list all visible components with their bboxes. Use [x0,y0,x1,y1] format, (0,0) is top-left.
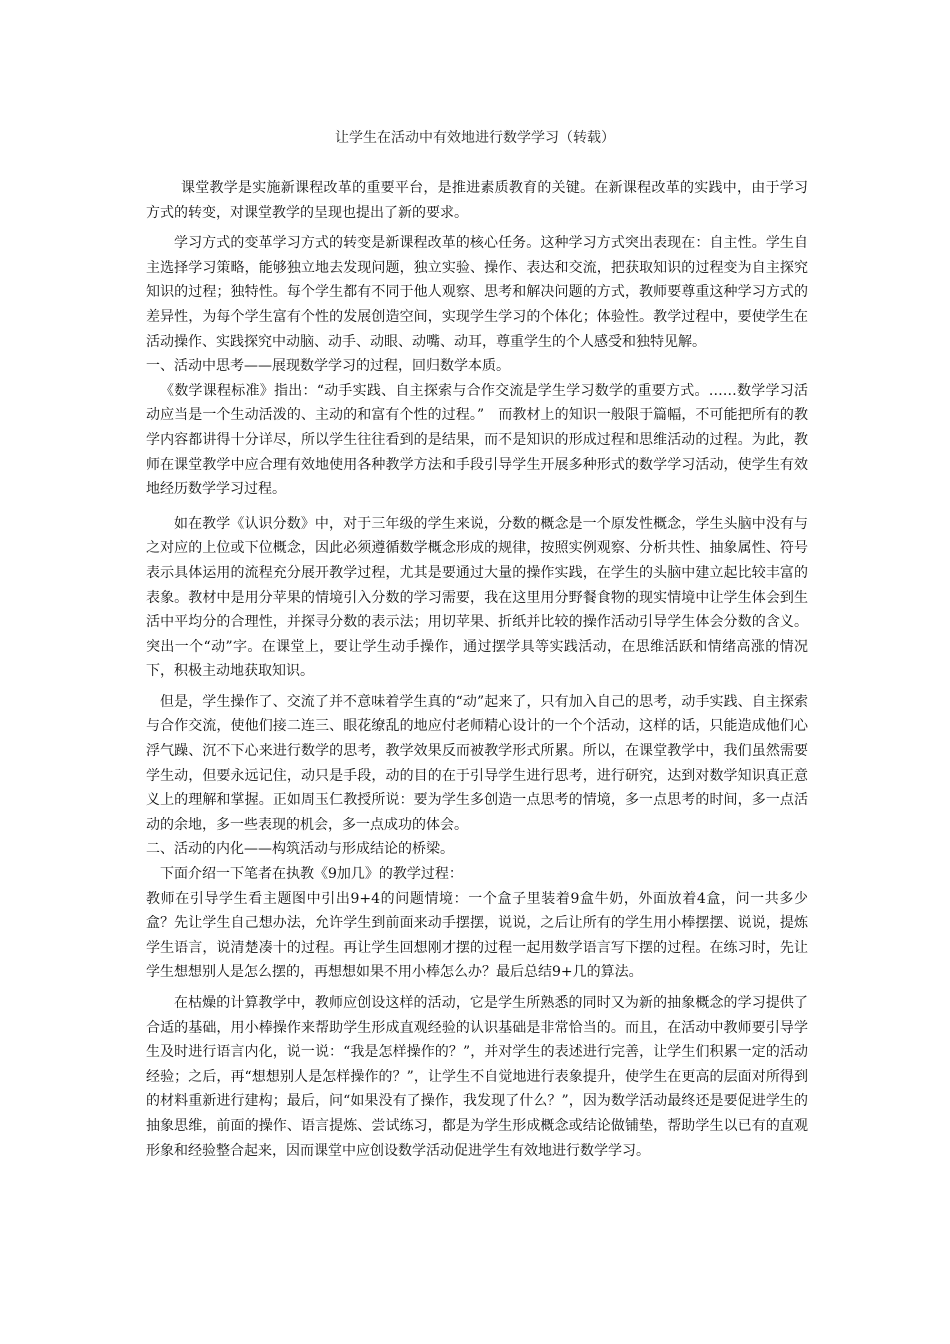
paragraph: 但是，学生操作了、交流了并不意味着学生真的“动”起来了，只有加入自己的思考，动手实践、自主探索与合作交流，使他们接二连三、眼花缭乱的地应付老师精心设计的一个个活动，这样的话，只能造成他们心浮气躁、沉不下心来进行数学的思考，教学效果反而被教学形式所累。所以，在课堂教学中，我们虽然需要学生动，但要永远记住，动只是手段，动的目的在于引导学生进行思考，进行研究，达到对数学知识真正意义上的理解和掌握。正如周玉仁教授所说：要为学生多创造一点思考的情境，多一点思考的时间，多一点活动的余地，多一些表现的机会，多一点成功的体会。 [146,693,808,833]
paragraph: 下面介绍一下笔者在执教《9加几》的教学过程： [160,866,463,883]
document-body [146,176,808,1163]
paragraph: 如在教学《认识分数》中，对于三年级的学生来说，分数的概念是一个原发性概念，学生头脑中没有与之对应的上位或下位概念，因此必须遵循数学概念形成的规律，按照实例观察、分析共性、抽象属性、符号表示具体运用的流程充分展开教学过程，尤其是要通过大量的操作实践，在学生的头脑中建立起比较丰富的表象。教材中是用分苹果的情境引入分数的学习需要，我在这里用分野餐食物的现实情境中让学生体会到生活中平均分的合理性，并探寻分数的表示法；用切苹果、折纸并比较的操作活动引导学生体会分数的含义。突出一个“动”字。在课堂上，要让学生动手操作，通过摆学具等实践活动，在思维活跃和情绪高涨的情况下，积极主动地获取知识。 [146,515,808,680]
document-title: 让学生在活动中有效地进行数学学习（转载） [335,130,615,146]
paragraph: 在枯燥的计算教学中，教师应创设这样的活动，它是学生所熟悉的同时又为新的抽象概念的学习提供了合适的基础，用小棒操作来帮助学生形成直观经验的认识基础是非常恰当的。而且，在活动中教师要引导学生及时进行语言内化，说一说：“我是怎样操作的？”，并对学生的表述进行完善，让学生们积累一定的活动经验；之后，再“想想别人是怎样操作的？”，让学生不自觉地进行表象提升，使学生在更高的层面对所得到的材料重新进行建构；最后，问“如果没有了操作，我发现了什么？”，因为数学活动最终还是要促进学生的抽象思维，前面的操作、语言提炼、尝试练习，都是为学生形成概念或结论做铺垫，帮助学生以已有的直观形象和经验整合起来，因而课堂中应创设数学活动促进学生有效地进行数学学习。 [146,995,808,1159]
paragraph: 教师在引导学生看主题图中引出9+4的问题情境：一个盒子里装着9盒牛奶，外面放着4盒，问一共多少盒？先让学生自己想办法，允许学生到前面来动手摆摆，说说，之后让所有的学生用小棒摆摆、说说，提炼学生语言，说清楚凑十的过程。再让学生回想刚才摆的过程一起用数学语言写下摆的过程。在练习时，先让学生想想别人是怎么摆的，再想想如果不用小棒怎么办？最后总结9+几的算法。 [146,890,808,981]
section-heading: 二、活动的内化——构筑活动与形成结论的桥梁。 [146,841,454,858]
paragraph: 课堂教学是实施新课程改革的重要平台，是推进素质教育的关键。在新课程改革的实践中，由于学习方式的转变，对课堂教学的呈现也提出了新的要求。 [146,180,808,221]
section-heading: 一、活动中思考——展现数学学习的过程，回归数学本质。 [146,358,510,375]
paragraph: 《数学课程标准》指出：“动手实践、自主探索与合作交流是学生学习数学的重要方式。……数学学习活动应当是一个生动活泼的、主动的和富有个性的过程。” 而教材上的知识一般限于篇幅，不可能把所有的教学内容都讲得十分详尽，所以学生往往看到的是结果，而不是知识的形成过程和思维活动的过程。为此，教师在课堂教学中应合理有效地使用各种教学方法和手段引导学生开展多种形式的数学学习活动，使学生有效地经历数学学习过程。 [146,382,808,498]
paragraph: 学习方式的变革学习方式的转变是新课程改革的核心任务。这种学习方式突出表现在：自主性。学生自主选择学习策略，能够独立地去发现问题，独立实验、操作、表达和交流，把获取知识的过程变为自主探究知识的过程；独特性。每个学生都有不同于他人观察、思考和解决问题的方式，教师要尊重这种学习方式的差异性，为每个学生富有个性的发展创造空间，实现学生学习的个体化；体验性。教学过程中，要使学生在活动操作、实践探究中动脑、动手、动眼、动嘴、动耳，尊重学生的个人感受和独特见解。 [146,235,808,350]
